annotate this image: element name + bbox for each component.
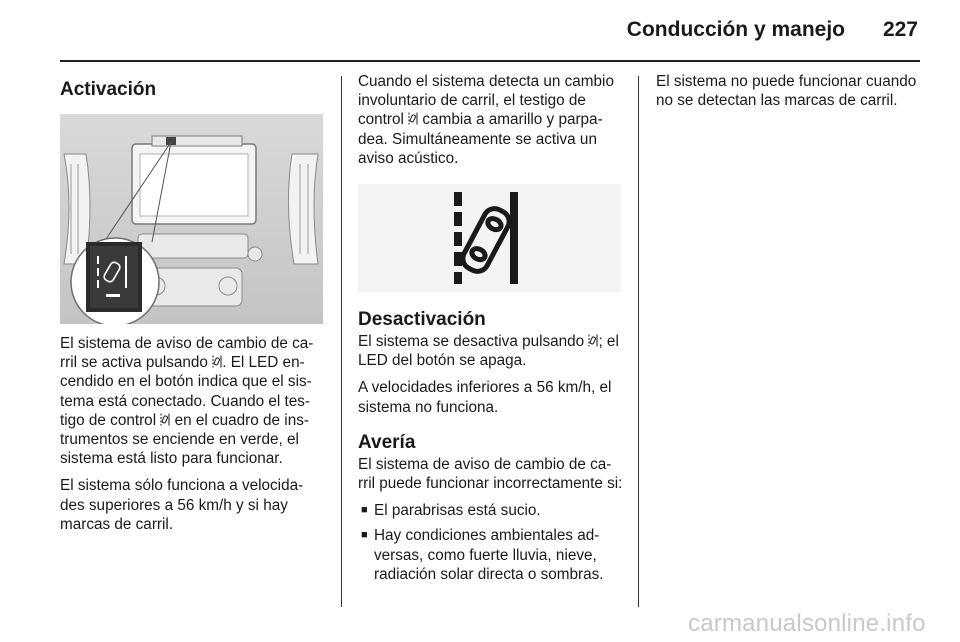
column-1: [60, 72, 325, 542]
fault-list: [358, 501, 623, 584]
paragraph-fault-intro: El sistema de aviso de cambio de ca-rril puede funcionar incorrectamente si:: [358, 455, 623, 493]
section-heading-activation: Activación: [60, 79, 157, 100]
page-number: 227: [882, 18, 918, 41]
bullet-icon: ■: [361, 529, 368, 542]
dashboard-button-illustration: [60, 114, 323, 324]
list-item: ■ Hay condiciones ambientales ad-versas, como fuerte lluvia, nieve, radiación solar directa o sombras.: [361, 527, 604, 583]
running-header-title: Conducción y manejo: [626, 18, 845, 41]
section-heading-fault: Avería: [358, 431, 416, 453]
paragraph-detection: Cuando el sistema detecta un cambio involuntario de carril, el testigo de control cambia a amarillo y parpa-dea. Simultáneamente se activa un aviso acústico.: [358, 73, 614, 167]
column-2: [358, 72, 623, 590]
lane-departure-icon: [408, 112, 418, 125]
lane-departure-icon: [212, 355, 222, 368]
paragraph-activation-2: El sistema sólo funciona a velocida-des superiores a 56 km/h y si hay marcas de carril.: [60, 477, 304, 533]
column-divider-1: [341, 76, 342, 607]
paragraph-activation-1: El sistema de aviso de cambio de ca-rril se activa pulsando . El LED en-cendido en el botón indica que el sis-tema está conectado. Cuando el tes-tigo de control en el cuadro de ins-trumentos se enciende en verde, el sistema está listo para funcionar.: [60, 335, 314, 468]
header-rule: [60, 60, 920, 62]
column-divider-2: [638, 76, 639, 607]
paragraph-no-markings: El sistema no puede funcionar cuando no se detectan las marcas de carril.: [656, 73, 917, 110]
paragraph-deactivation-1: El sistema se desactiva pulsando ; el LED del botón se apaga.: [358, 333, 619, 370]
lane-departure-icon: [588, 334, 598, 347]
section-heading-deactivation: Desactivación: [358, 309, 486, 331]
column-3: [656, 72, 921, 118]
watermark: carmanualsonline.info: [688, 610, 926, 637]
lane-departure-icon: [160, 413, 170, 426]
list-item: ■ El parabrisas está sucio.: [361, 502, 541, 520]
lane-departure-symbol-figure: [358, 184, 621, 292]
paragraph-deactivation-2: A velocidades inferiores a 56 km/h, el sistema no funciona.: [358, 379, 612, 416]
bullet-icon: ■: [361, 504, 368, 517]
